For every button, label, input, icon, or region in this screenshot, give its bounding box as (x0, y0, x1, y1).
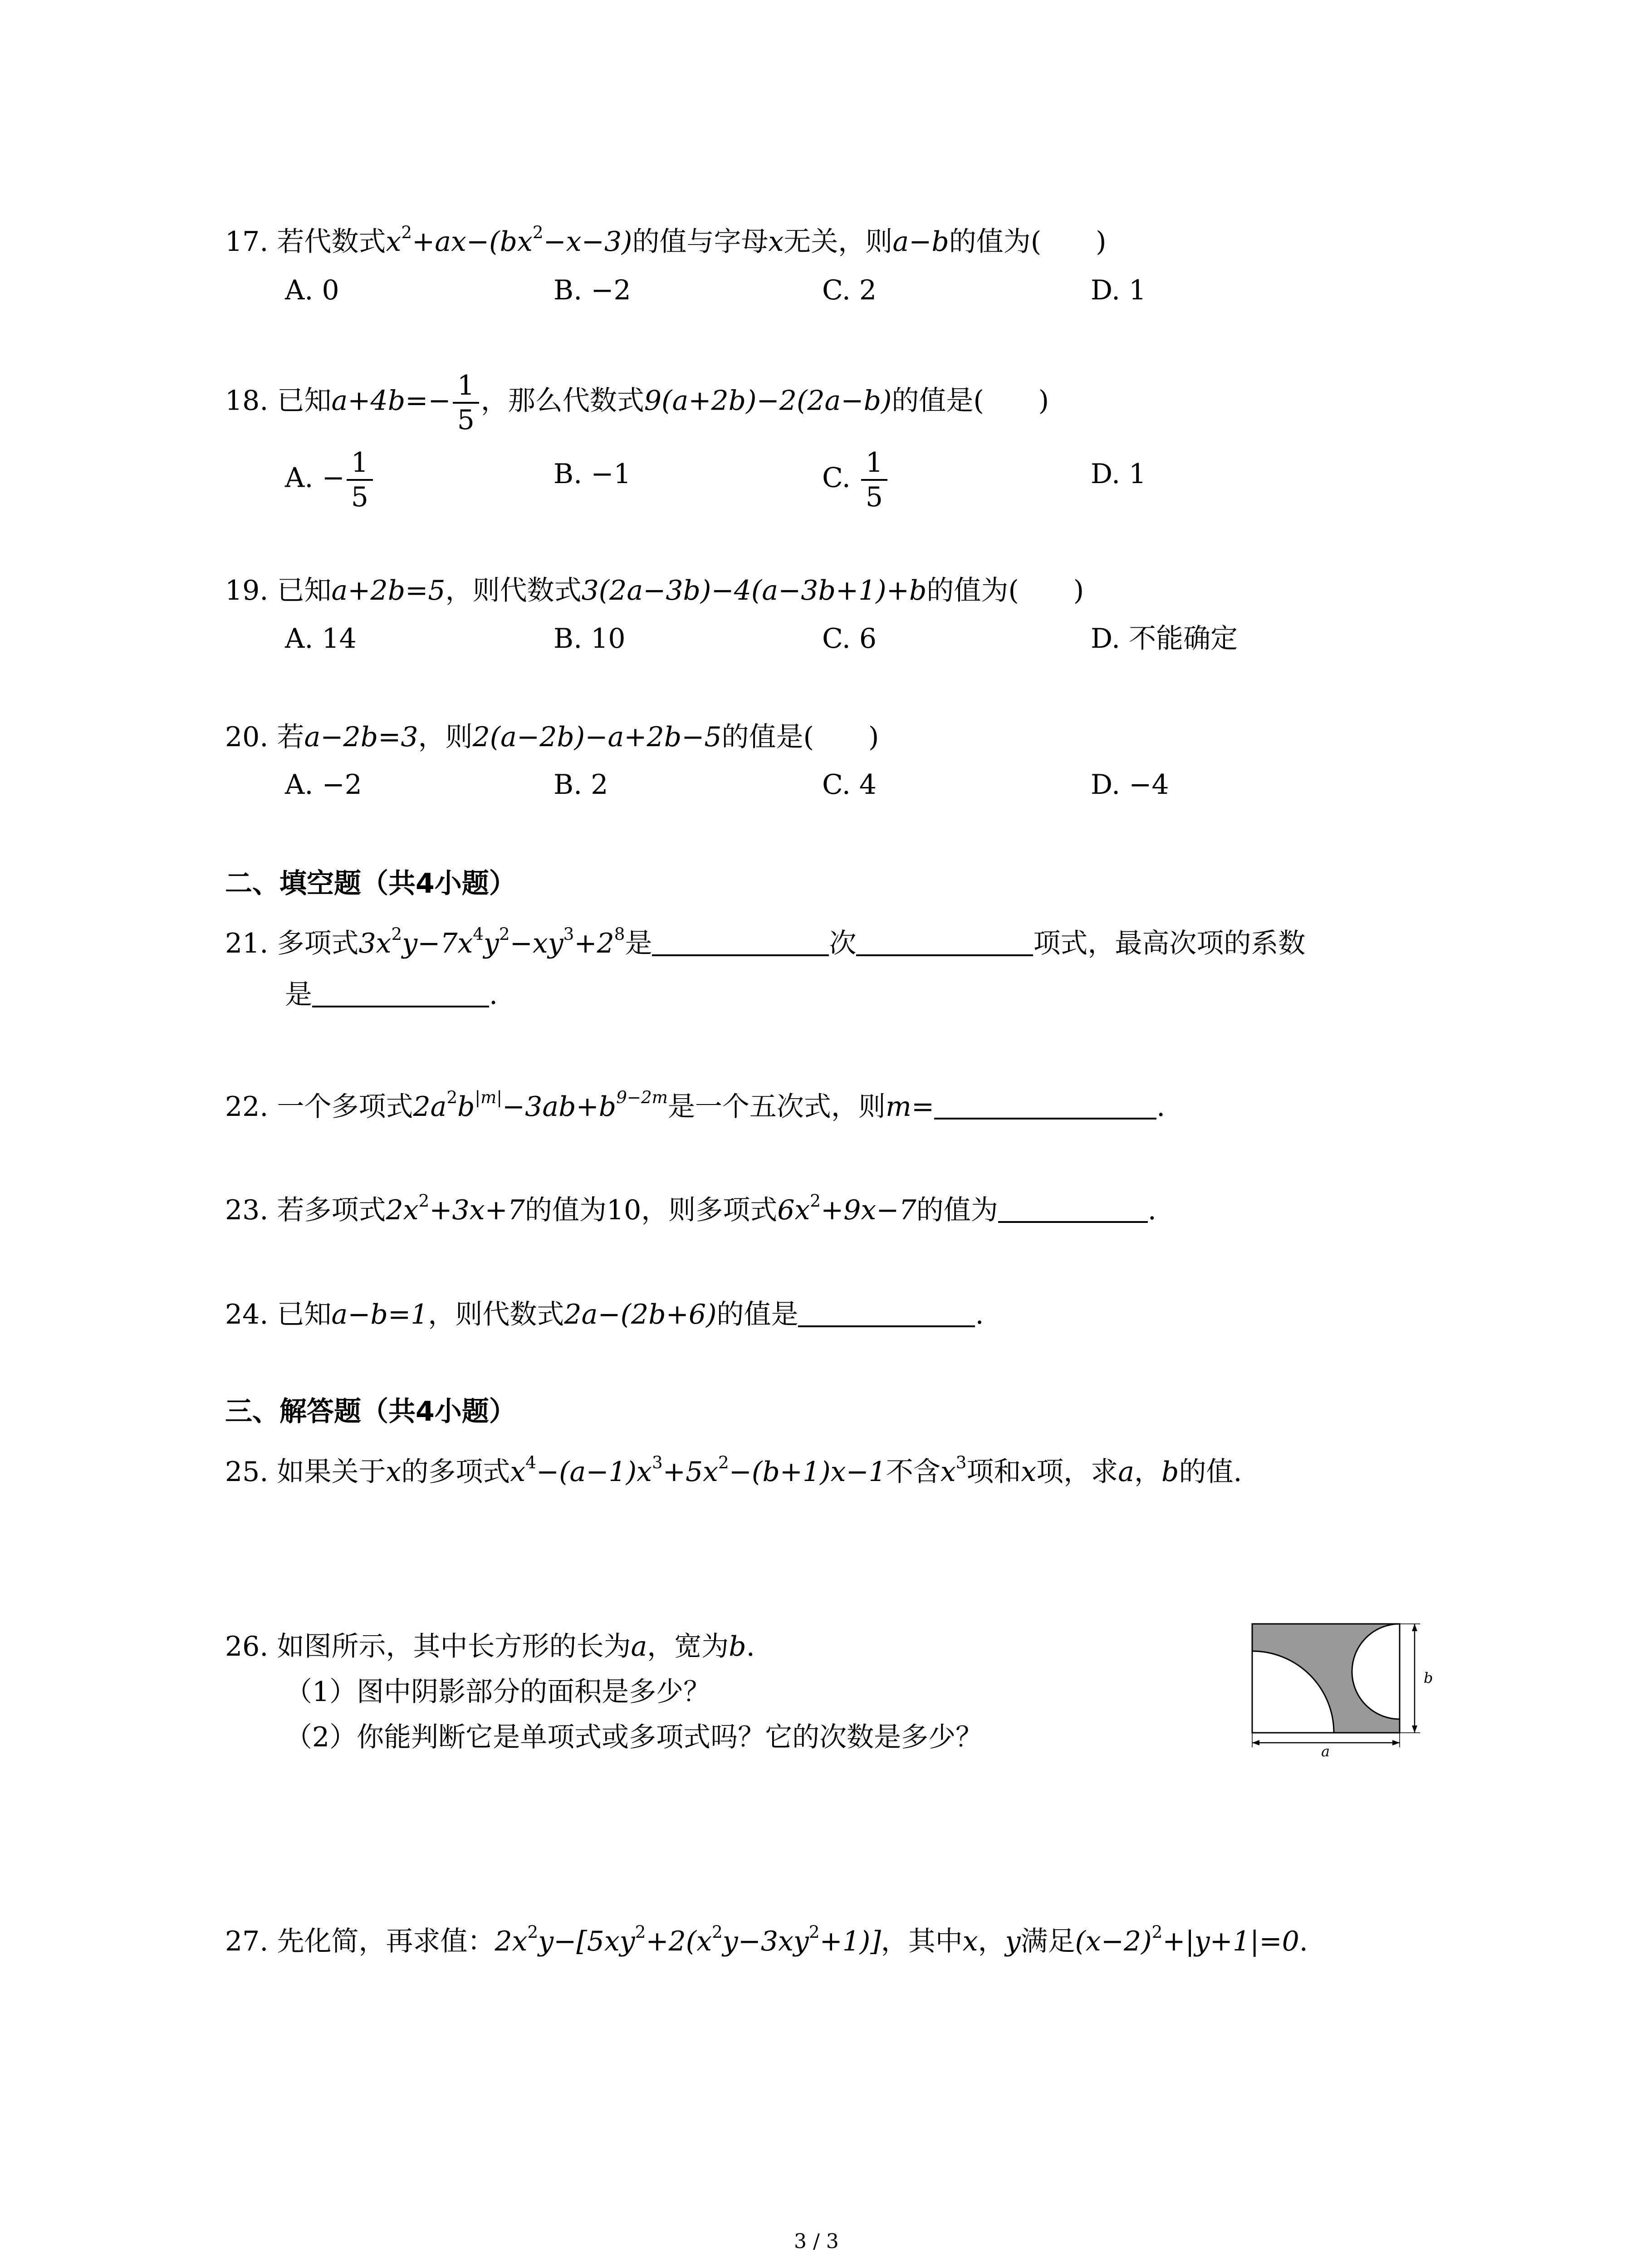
question-25: 25. 如果关于x的多项式$x^4-(a-1)x^3+5x^2-(b+1)x-1$不含$x^3$项和x项，求a，b的值. (225, 1452, 1242, 1488)
q26-subquestion-1: （1）图中阴影部分的面积是多少？ (285, 1676, 711, 1708)
q17-option-b: B. −2 (554, 274, 631, 306)
question-18: 18. 已知a+4b=− $\frac{1}{5}$ ，那么代数式9(a+2b)−2(2a−b)的值是( ) (225, 370, 1049, 436)
q17-option-c: C. 2 (822, 274, 877, 306)
q19-option-d: D. 不能确定 (1091, 623, 1238, 655)
question-19: 19. 已知a+2b=5，则代数式3(2a−3b)−4(a−3b+1)+b的值为( ) (225, 575, 1084, 606)
answer-blank[interactable] (798, 1325, 975, 1327)
question-27: 27. 先化简，再求值：$2x^2y-[5xy^2+2(x^2y-3xy^2+1)]$，其中x，y满足$(x-2)^2+|y+1|=0$. (225, 1922, 1308, 1957)
question-26: 26. 如图所示，其中长方形的长为a，宽为b. (225, 1631, 755, 1662)
q19-option-c: C. 6 (822, 623, 877, 655)
question-23: 23. 若多项式$2x^2+3x+7$的值为10，则多项式$6x^2+9x-7$的值为 . (225, 1191, 1156, 1226)
figure-label-b: b (1424, 1669, 1433, 1686)
q17-option-d: D. 1 (1091, 274, 1146, 306)
question-24: 24. 已知a−b=1，则代数式2a−(2b+6)的值是 . (225, 1299, 984, 1330)
q19-option-a: A. 14 (285, 623, 357, 655)
question-22: 22. 一个多项式$2a^2b^{|m|}-3ab+b^{9-2m}$是一个五次式，则m= . (225, 1087, 1166, 1123)
answer-blank[interactable] (998, 1221, 1148, 1223)
q19-option-b: B. 10 (554, 623, 626, 655)
question-21-cont: 是 . (285, 979, 498, 1011)
fraction: $\frac{1}{5}$ (453, 372, 479, 434)
q18-option-b: B. −1 (554, 458, 631, 490)
answer-blank[interactable] (856, 954, 1033, 956)
q18-option-d: D. 1 (1091, 458, 1146, 490)
section-heading-answer: 三、解答题（共4小题） (225, 1396, 516, 1427)
q20-option-d: D. −4 (1091, 769, 1169, 801)
q26-subquestion-2: （2）你能判断它是单项式或多项式吗？它的次数是多少？ (285, 1721, 983, 1753)
q17-option-a: A. 0 (285, 274, 339, 306)
section-heading-fill-in: 二、填空题（共4小题） (225, 868, 516, 899)
q20-option-a: A. −2 (285, 769, 362, 801)
rectangle-shaded-figure (1243, 1615, 1443, 1760)
question-21: 21. 多项式$3x^2y-7x^4y^2-xy^3+2^8$是 次 项式，最高次项的系数 (225, 924, 1306, 959)
answer-blank[interactable] (652, 954, 829, 956)
page-number: 3 / 3 (794, 2230, 839, 2253)
answer-blank[interactable] (312, 1006, 489, 1007)
q18-option-c: C. $\frac{1}{5}$ (822, 449, 889, 511)
figure-label-a: a (1321, 1743, 1330, 1760)
q20-option-b: B. 2 (554, 769, 608, 801)
q20-option-c: C. 4 (822, 769, 877, 801)
answer-blank[interactable] (934, 1118, 1156, 1119)
q18-option-a: A. − $\frac{1}{5}$ (285, 449, 375, 511)
question-17: 17. 若代数式$x^2+ax-(bx^2-x-3)$的值与字母x无关，则a−b的值为( ) (225, 222, 1107, 258)
question-20: 20. 若a−2b=3，则2(a−2b)−a+2b−5的值是( ) (225, 721, 879, 753)
